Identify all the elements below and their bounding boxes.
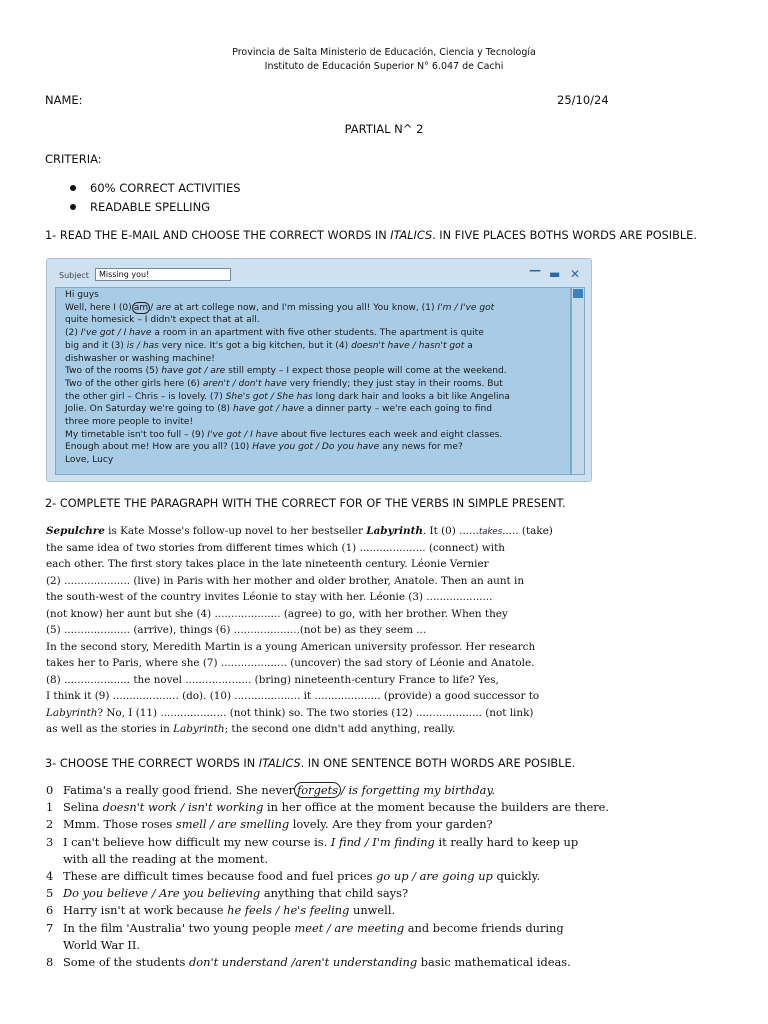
subject-label: Subject: [59, 271, 89, 280]
close-icon[interactable]: ✕: [570, 267, 581, 281]
email-text: Hi guys Well, here I (0) am / are at art college now, and I'm missing you all! You know, (1) I'm / I've got quite homesick – I didn't expect that at all. (2) I've got / I have a room in an apartment with five other students. The apartment is quite big and it (3) is / has very nice. It's got a big kitchen, but it (4) doesn't have / hasn't got a dishwasher or washing machine! Two of the rooms (5) have got / are still empty – I expect those people will come at the weekend. Two of the other girls here (6) aren't / don't have very friendly; they just stay in their rooms. But the other girl – Chris – is lovely. (7) She's got / She has long dark hair and looks a bit like Angelina Jolie. On Saturday we're going to (8) have got / have a dinner party – we're each going to find three more people to invite! My timetable isn't too full – (9) I've got / I have about five lectures each week and eight classes. Enough about me! How are you all? (10) Have you got / Do you have any news for me? Love, Lucy: [65, 289, 565, 467]
list-item: 4 These are difficult times because food and fuel prices go up / are going up quickly.: [46, 869, 541, 884]
criteria-item: READABLE SPELLING: [68, 199, 241, 218]
list-item: 5 Do you believe / Are you believing anything that child says?: [46, 886, 409, 901]
page-title: PARTIAL N^ 2: [344, 122, 424, 136]
criteria-label: CRITERIA:: [45, 152, 102, 166]
criteria-item: 60% CORRECT ACTIVITIES: [68, 180, 241, 199]
instruction-1: 1- READ THE E-MAIL AND CHOOSE THE CORRECT WORDS IN ITALICS. IN FIVE PLACES BOTHS WORDS ARE POSIBLE.: [45, 229, 697, 242]
instruction-3: 3- CHOOSE THE CORRECT WORDS IN ITALICS. IN ONE SENTENCE BOTH WORDS ARE POSIBLE.: [45, 757, 576, 770]
subject-field[interactable]: Missing you!: [95, 268, 231, 281]
sentence-list: 0 Fatima's a really good friend. She never forgets / is forgetting my birthday. 1 Selina doesn't work / isn't working in her office at the moment because the builders are there. 2 Mmm. Those roses smell / are smelling lovely. Are they from your garden? 3 I can't believe how difficult my new course is. I find / I'm finding it really hard to keep up with all the reading at the moment. 4 These are difficult times because food and fuel prices go up / are going up quickly. 5 Do you believe / Are you believing anything that child says? 6 Harry isn't at work because he feels / he's feeling unwell. 7 In the film 'Australia' two young people meet / are meeting and become friends during World War II. 8 Some of the students don't understand /aren't understanding basic mathematical ideas.: [46, 782, 606, 971]
fill-in-paragraph: Sepulchre is Kate Mosse's follow-up novel to her bestseller Labyrinth. It (0) ......takes..... (take) the same idea of two stories from different times which (1) .................... (connect) with each other. The first story takes place in the late nineteenth century. Léonie Vernier (2) .................... (live) in Paris with her mother and older brother, Anatole. Then an aunt in the south-west of the country invites Léonie to stay with her. Léonie (3) .................... (not know) her aunt but she (4) .................... (agree) to go, with her brother. When they (5) .................... (arrive), things (6) ....................(not be) as they seem ... In the second story, Meredith Martin is a young American university professor. Her research takes her to Paris, where she (7) .................... (uncover) the sad story of Léonie and Anatole. (8) .................... the novel .................... (bring) nineteenth-century France to life? Yes, I think it (9) .................... (do). (10) .................... it .................... (provide) a good successor to Labyrinth? No, I (11) .................... (not think) so. The two stories (12) .................... (not link) as well as the stories in Labyrinth; the second one didn't add anything, really.: [46, 525, 553, 735]
scrollbar[interactable]: [571, 287, 585, 475]
email-window: [46, 258, 592, 482]
email-greeting: Hi guys: [65, 290, 99, 300]
minimize-icon[interactable]: —: [529, 263, 541, 277]
list-item: 0 Fatima's a really good friend. She never forgets / is forgetting my birthday.: [46, 783, 496, 797]
list-item: 1 Selina doesn't work / isn't working in her office at the moment because the builders are there.: [46, 800, 610, 815]
list-item: 6 Harry isn't at work because he feels / he's feeling unwell.: [46, 903, 396, 918]
criteria-list: [68, 180, 241, 218]
maximize-icon[interactable]: ▬: [549, 267, 561, 281]
list-item: 7 In the film 'Australia' two young people meet / are meeting and become friends during: [46, 920, 564, 935]
email-signoff: Love, Lucy: [65, 455, 114, 466]
date: 25/10/24: [557, 93, 609, 107]
instruction-2: 2- COMPLETE THE PARAGRAPH WITH THE CORRECT FOR OF THE VERBS IN SIMPLE PRESENT.: [45, 497, 566, 510]
list-item: 8 Some of the students don't understand /aren't understanding basic mathematical ideas.: [46, 955, 571, 970]
institution-line-1: Provincia de Salta Ministerio de Educación, Ciencia y Tecnología: [232, 47, 536, 58]
scroll-up-icon[interactable]: [573, 289, 583, 298]
institution-line-2: Instituto de Educación Superior N° 6.047 de Cachi: [264, 61, 504, 72]
list-item: 2 Mmm. Those roses smell / are smelling lovely. Are they from your garden?: [46, 817, 493, 832]
list-item: 3 I can't believe how difficult my new course is. I find / I'm finding it really hard to keep up: [46, 834, 579, 849]
name-label: NAME:: [45, 93, 83, 107]
handwritten-answer: takes: [478, 527, 503, 537]
